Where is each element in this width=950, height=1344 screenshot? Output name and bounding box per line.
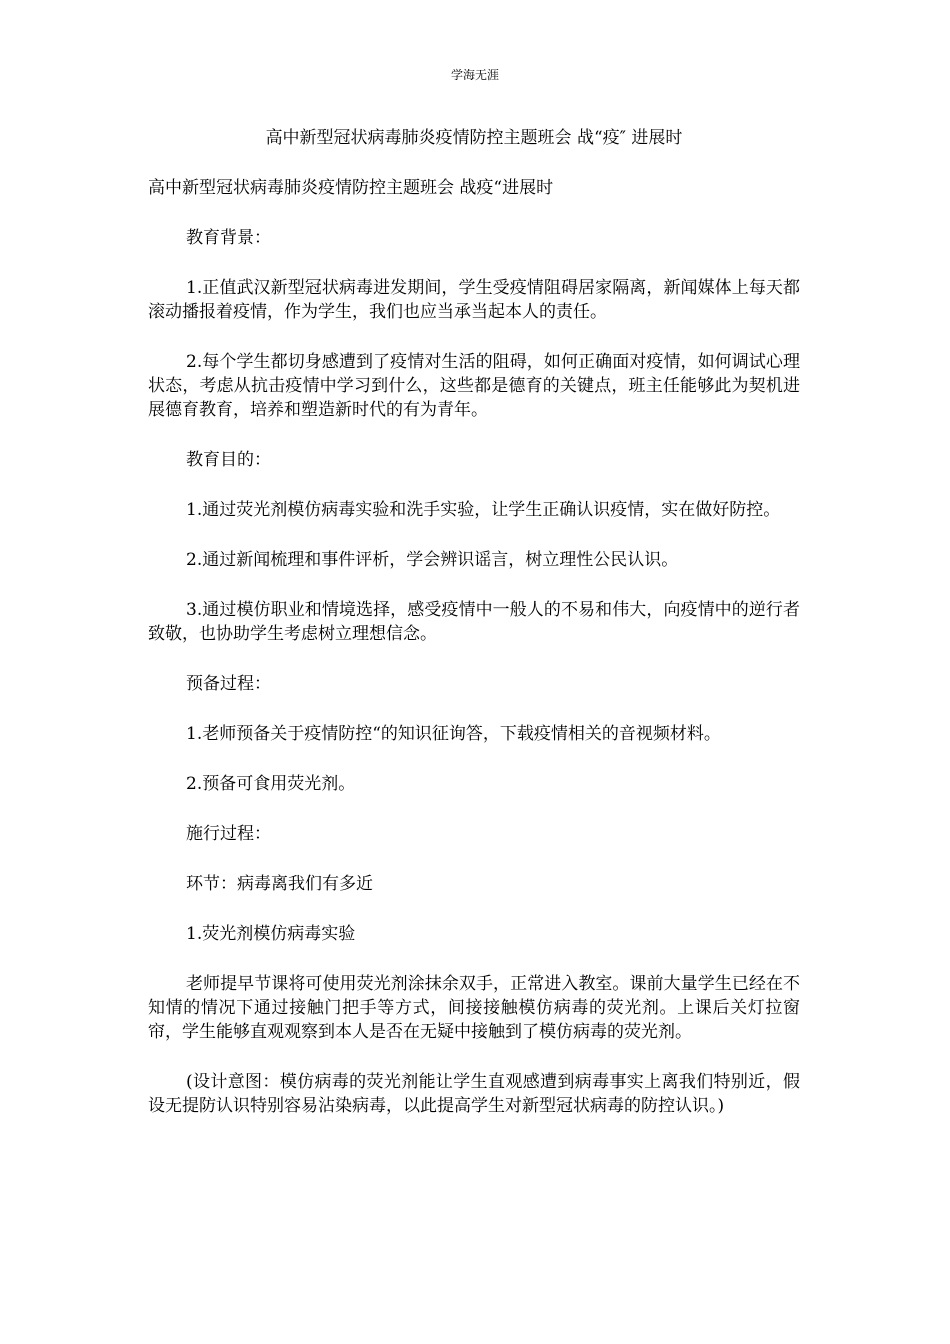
paragraph: 2.预备可食用荧光剂。	[186, 774, 356, 794]
section-heading-implementation: 施行过程：	[186, 824, 271, 844]
document-title: 高中新型冠状病毒肺炎疫情防控主题班会 战“疫″ 进展时	[265, 128, 683, 148]
paragraph: 3.通过模仿职业和情境选择，感受疫情中一般人的不易和伟大，向疫情中的逆行者致敬，也协助学生考虑树立理想信念。	[148, 600, 800, 644]
section-heading-preparation: 预备过程：	[186, 674, 271, 694]
paragraph: 1.正值武汉新型冠状病毒进发期间，学生受疫情阻碍居家隔离，新闻媒体上每天都滚动播报着疫情，作为学生，我们也应当承当起本人的责任。	[148, 278, 800, 322]
paragraph: 1.荧光剂模仿病毒实验	[186, 924, 356, 944]
paragraph: 1.通过荧光剂模仿病毒实验和洗手实验，让学生正确认识疫情，实在做好防控。	[186, 500, 781, 520]
document-subtitle: 高中新型冠状病毒肺炎疫情防控主题班会 战疫“进展时	[148, 178, 554, 198]
paragraph: 1.老师预备关于疫情防控“的知识征询答，下载疫情相关的音视频材料。	[186, 724, 721, 744]
paragraph: 2.每个学生都切身感遭到了疫情对生活的阻碍，如何正确面对疫情，如何调试心理状态，考虑从抗击疫情中学习到什么，这些都是德育的关键点，班主任能够此为契机进展德育教育，培养和塑造新时代的有为青年。	[148, 352, 800, 420]
paragraph: (设计意图：模仿病毒的荧光剂能让学生直观感遭到病毒事实上离我们特别近，假设无提防认识特别容易沾染病毒，以此提高学生对新型冠状病毒的防控认识。)	[148, 1072, 800, 1116]
section-heading-background: 教育背景：	[186, 228, 271, 248]
page-header: 学海无涯	[450, 68, 499, 82]
paragraph: 2.通过新闻梳理和事件评析，学会辨识谣言，树立理性公民认识。	[186, 550, 679, 570]
section-heading-goals: 教育目的：	[186, 450, 271, 470]
paragraph: 老师提早节课将可使用荧光剂涂抹余双手，正常进入教室。课前大量学生已经在不知情的情况下通过接触门把手等方式，间接接触模仿病毒的荧光剂。上课后关灯拉窗帘，学生能够直观观察到本人是否在无疑中接触到了模仿病毒的荧光剂。	[148, 974, 800, 1042]
document-body	[148, 126, 800, 1118]
paragraph: 环节：病毒离我们有多近	[186, 874, 373, 894]
